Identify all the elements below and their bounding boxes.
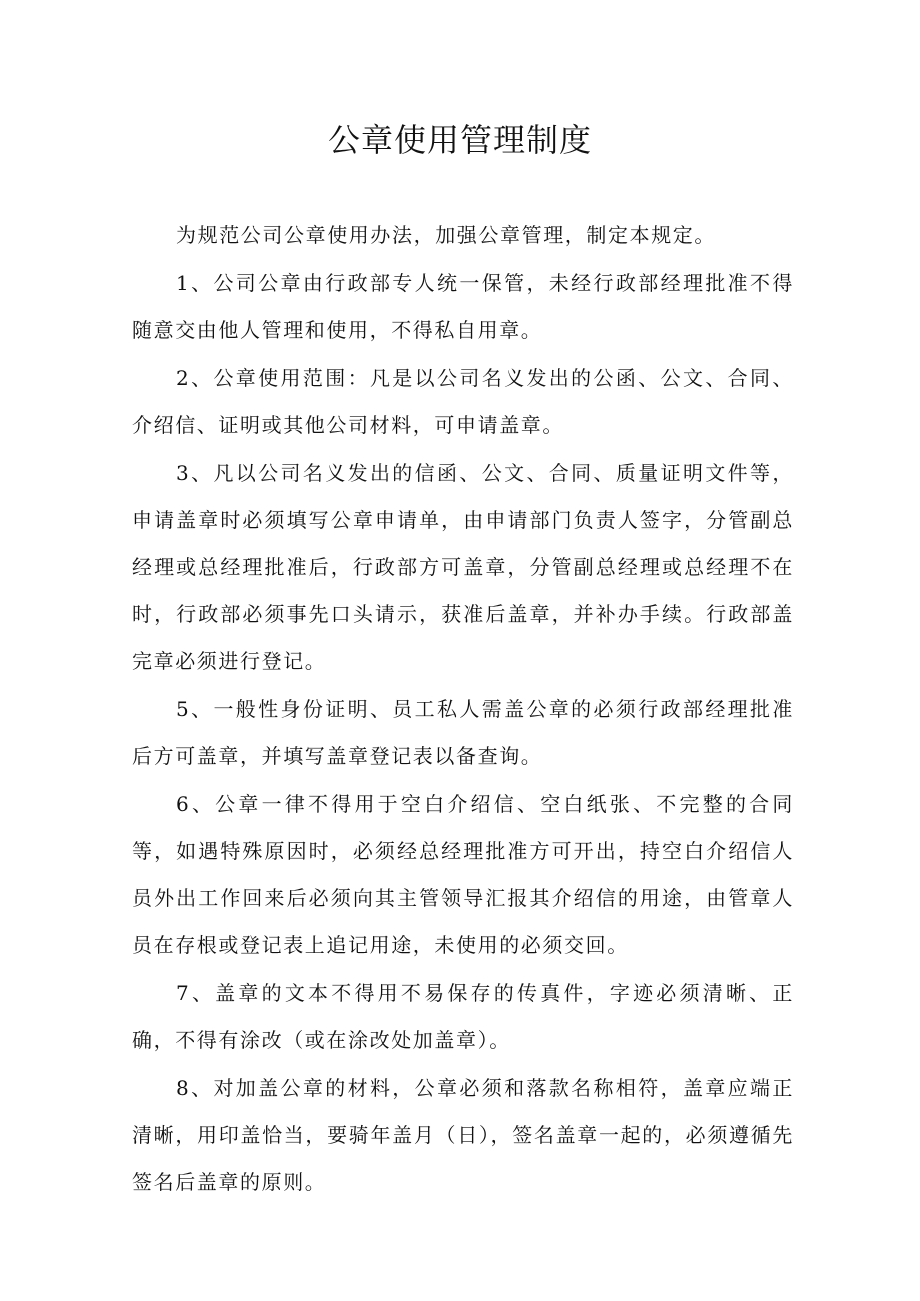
paragraph-rule-6: 6、公章一律不得用于空白介绍信、空白纸张、不完整的合同等，如遇特殊原因时，必须经总经理批准方可开出，持空白介绍信人员外出工作回来后必须向其主管领导汇报其介绍信的用途，由管章人员在存根或登记表上追记用途，未使用的必须交回。 <box>132 792 794 957</box>
paragraph-rule-5: 5、一般性身份证明、员工私人需盖公章的必须行政部经理批准后方可盖章，并填写盖章登记表以备查询。 <box>132 697 794 768</box>
paragraph-rule-7: 7、盖章的文本不得用不易保存的传真件，字迹必须清晰、正确，不得有涂改（或在涂改处加盖章）。 <box>132 981 794 1052</box>
paragraph-rule-1: 1、公司公章由行政部专人统一保管，未经行政部经理批准不得随意交由他人管理和使用，不得私自用章。 <box>132 271 794 342</box>
document-title: 公章使用管理制度 <box>327 121 592 159</box>
paragraph-intro: 为规范公司公章使用办法，加强公章管理，制定本规定。 <box>176 223 716 247</box>
paragraph-rule-2: 2、公章使用范围：凡是以公司名义发出的公函、公文、合同、介绍信、证明或其他公司材料，可申请盖章。 <box>132 366 794 437</box>
paragraph-rule-3: 3、凡以公司名义发出的信函、公文、合同、质量证明文件等，申请盖章时必须填写公章申请单，由申请部门负责人签字，分管副总经理或总经理批准后，行政部方可盖章，分管副总经理或总经理不在时，行政部必须事先口头请示，获准后盖章，并补办手续。行政部盖完章必须进行登记。 <box>132 461 794 673</box>
paragraph-rule-8: 8、对加盖公章的材料，公章必须和落款名称相符，盖章应端正清晰，用印盖恰当，要骑年盖月（日），签名盖章一起的，必须遵循先签名后盖章的原则。 <box>132 1076 794 1194</box>
document-body <box>132 212 794 1207</box>
